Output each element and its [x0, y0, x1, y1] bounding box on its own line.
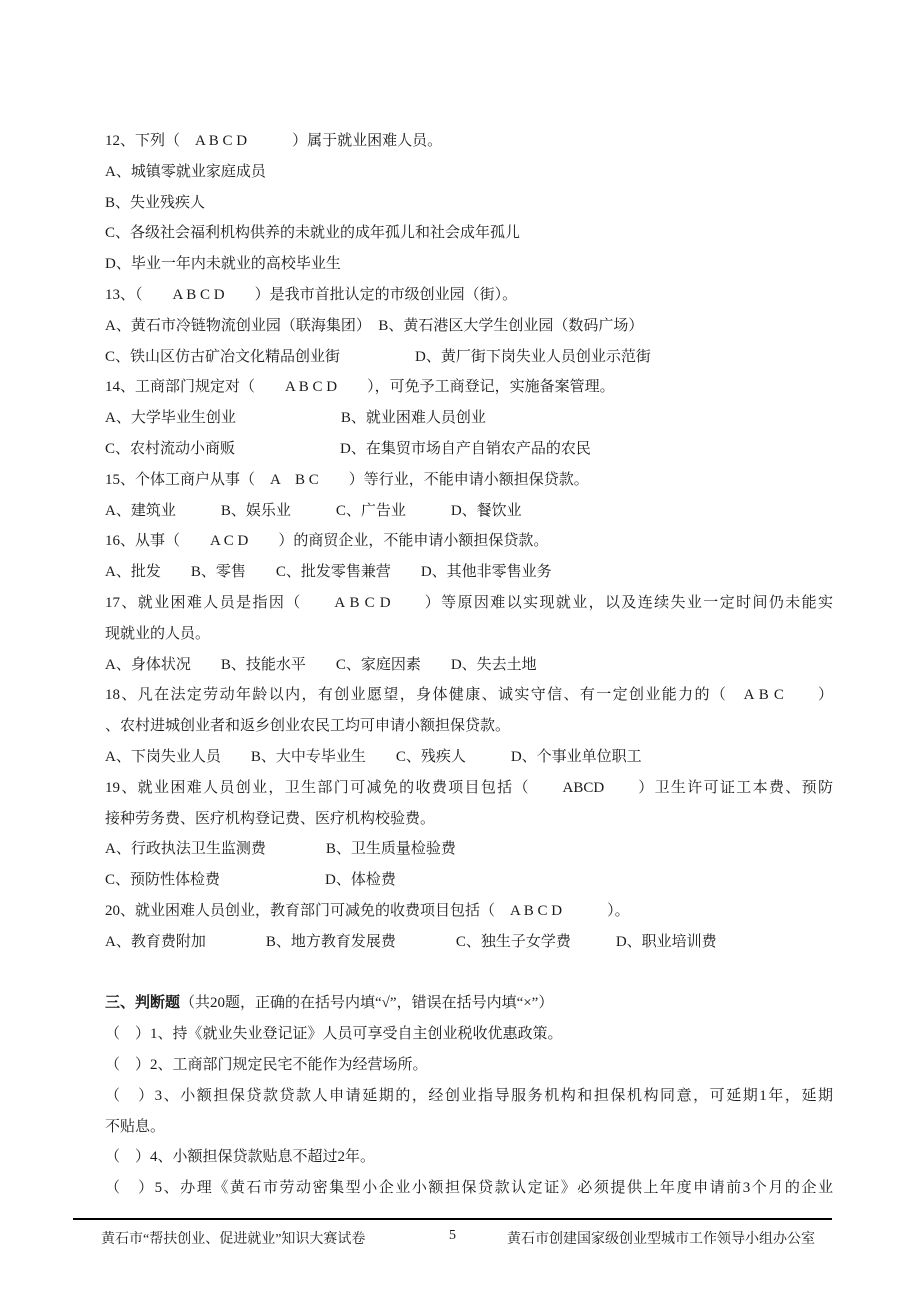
- text-line: 20、就业困难人员创业，教育部门可减免的收费项目包括（ A B C D ）。: [105, 902, 630, 919]
- text-line: A、黄石市冷链物流创业园（联海集团） B、黄石港区大学生创业园（数码广场）: [105, 317, 644, 334]
- text-line: 13、（ A B C D ）是我市首批认定的市级创业园（街）。: [105, 286, 518, 303]
- text-line: A、建筑业 B、娱乐业 C、广告业 D、餐饮业: [105, 502, 522, 519]
- text-line: 不贴息。: [105, 1118, 166, 1135]
- text-line: A、行政执法卫生监测费 B、卫生质量检验费: [105, 841, 456, 858]
- text-line: （ ）1、持《就业失业登记证》人员可享受自主创业税收优惠政策。: [105, 1026, 563, 1043]
- text-line: D、毕业一年内未就业的高校毕业生: [105, 256, 341, 273]
- text-line: C、预防性体检费 D、体检费: [105, 872, 396, 889]
- text-line: B、失业残疾人: [105, 194, 206, 211]
- text-line: 16、从事（ A C D ）的商贸企业，不能申请小额担保贷款。: [105, 533, 549, 550]
- multiple-choice-questions: [105, 126, 833, 988]
- text-line: （ ）4、小额担保贷款贴息不超过2年。: [105, 1149, 376, 1166]
- text-line: （ ）2、工商部门规定民宅不能作为经营场所。: [105, 1056, 428, 1073]
- text-line: A、身体状况 B、技能水平 C、家庭因素 D、失去土地: [105, 656, 537, 673]
- text-line: 12、下列（ A B C D ）属于就业困难人员。: [105, 133, 443, 149]
- text-line: [105, 958, 833, 989]
- text-line: A、城镇零就业家庭成员: [105, 163, 266, 180]
- text-line: （ ）5、办理《黄石市劳动密集型小企业小额担保贷款认定证》必须提供上年度申请前3个月的企业: [105, 1180, 833, 1197]
- text-line: 14、工商部门规定对（ A B C D ），可免予工商登记，实施备案管理。: [105, 379, 615, 396]
- text-line: 现就业的人员。: [105, 625, 211, 642]
- text-line: A、批发 B、零售 C、批发零售兼营 D、其他非零售业务: [105, 564, 552, 581]
- document-content: [105, 126, 833, 1204]
- text-line: C、农村流动小商贩 D、在集贸市场自产自销农产品的农民: [105, 440, 591, 457]
- text-line: 接种劳务费、医疗机构登记费、医疗机构校验费。: [105, 810, 436, 827]
- section-heading: 三、判断题（共20题，正确的在括号内填“√”，错误在括号内填“×”）: [105, 995, 554, 1012]
- text-line: A、大学毕业生创业 B、就业困难人员创业: [105, 410, 486, 427]
- footer-org-title: 黄石市创建国家级创业型城市工作领导小组办公室: [507, 1232, 815, 1247]
- text-line: C、各级社会福利机构供养的未就业的成年孤儿和社会成年孤儿: [105, 225, 521, 242]
- page-number: 5: [449, 1228, 456, 1243]
- text-line: （ ）3、小额担保贷款贷款人申请延期的，经创业指导服务机构和担保机构同意，可延期1年，延期: [105, 1087, 833, 1104]
- footer-exam-title: 黄石市“帮扶创业、促进就业”知识大赛试卷: [101, 1232, 366, 1247]
- text-line: 17、就业困难人员是指因（ A B C D ）等原因难以实现就业，以及连续失业一定时间仍未能实: [105, 594, 833, 611]
- text-line: 18、凡在法定劳动年龄以内，有创业愿望，身体健康、诚实守信、有一定创业能力的（ A B C ）: [105, 687, 833, 704]
- text-line: 19、就业困难人员创业，卫生部门可减免的收费项目包括（ ABCD ）卫生许可证工本费、预防: [105, 779, 833, 796]
- text-line: A、下岗失业人员 B、大中专毕业生 C、残疾人 D、个事业单位职工: [105, 748, 642, 765]
- text-line: 15、个体工商户从事（ A B C ）等行业，不能申请小额担保贷款。: [105, 471, 589, 488]
- text-line: C、铁山区仿古矿冶文化精品创业街 D、黄厂街下岗失业人员创业示范街: [105, 348, 651, 365]
- text-line: 、农村进城创业者和返乡创业农民工均可申请小额担保贷款。: [105, 718, 511, 735]
- text-line: A、教育费附加 B、地方教育发展费 C、独生子女学费 D、职业培训费: [105, 933, 717, 950]
- page-footer: [73, 1218, 832, 1254]
- true-false-section: [105, 988, 833, 1204]
